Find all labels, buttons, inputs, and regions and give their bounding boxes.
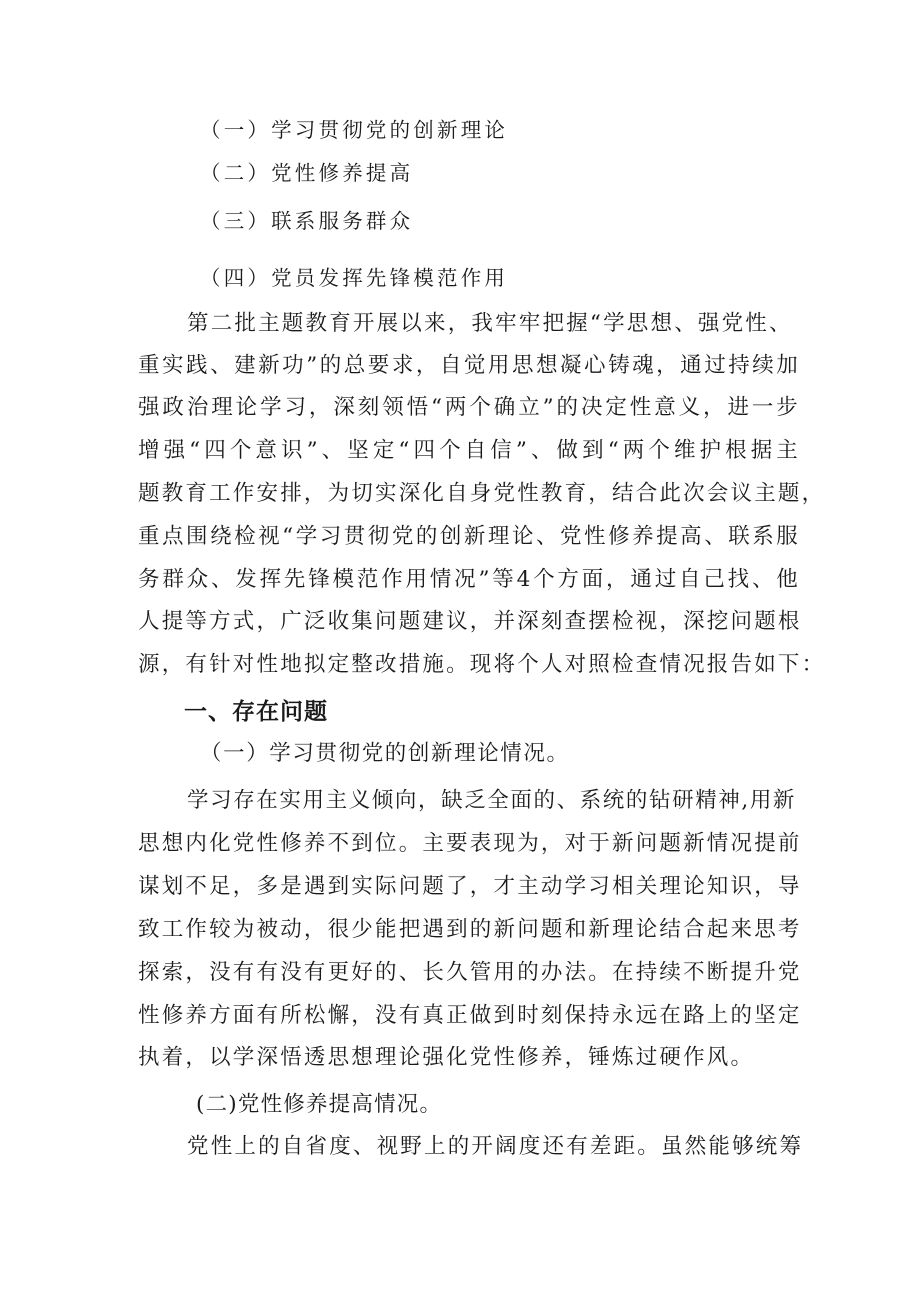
- sub1-line-3: 谋划不足，多是遇到实际问题了，才主动学习相关理论知识，导: [138, 874, 802, 899]
- sub1-heading: （一）学习贯彻党的创新理论情况。: [200, 741, 570, 766]
- intro-line-8: 人提等方式，广泛收集问题建议，并深刻查摆检视，深挖问题根: [138, 609, 802, 634]
- sub2-line-1: 党性上的自省度、视野上的开阔度还有差距。虽然能够统筹: [187, 1134, 804, 1159]
- intro-line-6: 重点围绕检视“学习贯彻党的创新理论、党性修养提高、联系服: [138, 524, 800, 549]
- intro-line-9: 源，有针对性地拟定整改措施。现将个人对照检查情况报告如下：: [138, 652, 826, 677]
- toc-item-3: （三）联系服务群众: [200, 209, 414, 233]
- intro-line-4: 增强“四个意识”、坚定“四个自信”、做到“两个维护根据主: [138, 438, 800, 463]
- sub1-line-4: 致工作较为被动，很少能把遇到的新问题和新理论结合起来思考: [138, 917, 802, 942]
- intro-line-2: 重实践、建新功”的总要求，自觉用思想凝心铸魂，通过持续加: [138, 353, 800, 378]
- sub1-line-2: 思想内化党性修养不到位。主要表现为，对于新问题新情况提前: [138, 831, 802, 856]
- sub1-line-6: 性修养方面有所松懈，没有真正做到时刻保持永远在路上的坚定: [138, 1003, 802, 1028]
- intro-line-5: 题教育工作安排，为切实深化自身党性教育，结合此次会议主题，: [138, 481, 826, 506]
- sub1-line-5: 探索，没有有没有更好的、长久管用的办法。在持续不断提升党: [138, 960, 802, 985]
- section-heading: 一、存在问题: [184, 699, 328, 725]
- toc-item-1: （一）学习贯彻党的创新理论: [200, 118, 509, 142]
- toc-item-4: （四）党员发挥先锋模范作用: [200, 266, 509, 290]
- toc-item-2: （二）党性修养提高: [200, 161, 414, 185]
- sub2-heading: (二)党性修养提高情况。: [196, 1092, 443, 1117]
- intro-line-7: 务群众、发挥先锋模范作用情况”等4个方面，通过自己找、他: [138, 567, 800, 592]
- intro-line-1: 第二批主题教育开展以来，我牢牢把握“学思想、强党性、: [187, 311, 793, 336]
- sub1-line-1: 学习存在实用主义倾向，缺乏全面的、系统的钻研精神,用新: [187, 788, 797, 813]
- intro-line-3: 强政治理论学习，深刻领悟“两个确立”的决定性意义，进一步: [138, 395, 800, 420]
- sub1-line-7: 执着，以学深悟透思想理论强化党性修养，锤炼过硬作风。: [138, 1045, 755, 1070]
